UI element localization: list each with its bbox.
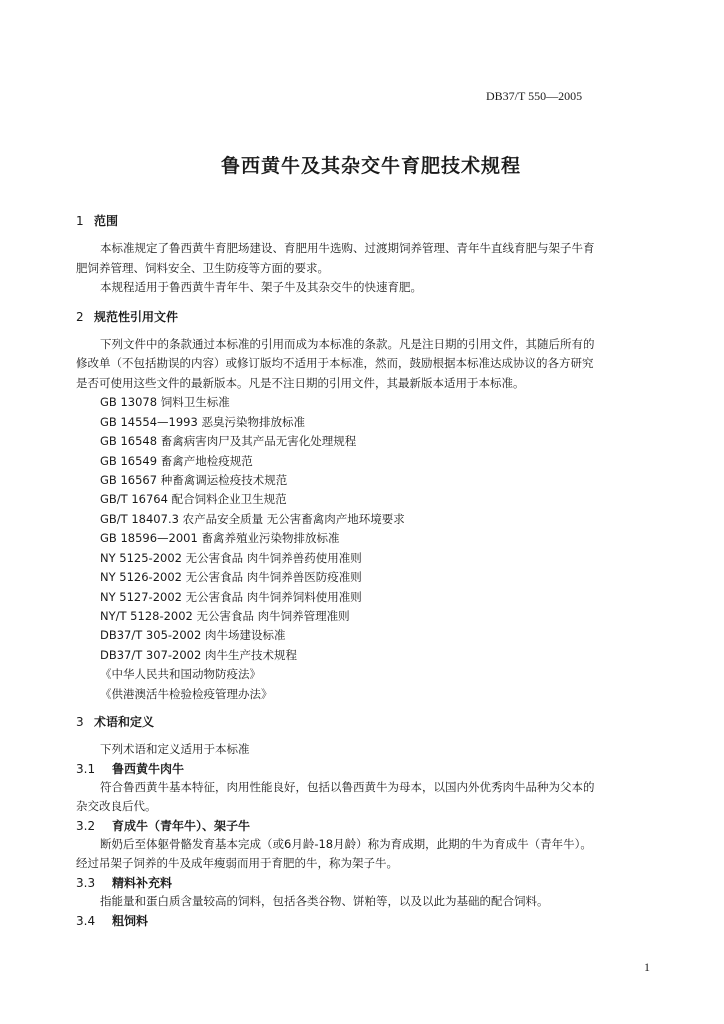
term-title: 精料补充料 (112, 876, 173, 890)
section-number: 3 (76, 715, 84, 729)
reference-item: DB37/T 307-2002 肉牛生产技术规程 (100, 648, 297, 662)
reference-item: GB 16549 畜禽产地检疫规范 (100, 454, 253, 468)
reference-item: 《中华人民共和国动物防疫法》 (100, 667, 261, 681)
section-1-heading (76, 212, 118, 229)
term-3-4-heading (76, 912, 148, 929)
term-number: 3.1 (76, 762, 96, 776)
paragraph-line: 断奶后至体躯骨骼发育基本完成（或6月龄-18月龄）称为育成期，此期的牛为育成牛（青年牛）。 (100, 837, 592, 851)
term-number: 3.2 (76, 819, 96, 833)
reference-item: DB37/T 305-2002 肉牛场建设标准 (100, 628, 286, 642)
reference-item: GB 13078 饲料卫生标准 (100, 395, 230, 409)
term-title: 鲁西黄牛肉牛 (112, 762, 185, 776)
paragraph-line: 杂交改良后代。 (76, 799, 157, 813)
paragraph-line: 是否可使用这些文件的最新版本。凡是不注日期的引用文件，其最新版本适用于本标准。 (76, 376, 525, 390)
paragraph-line: 经过吊架子饲养的牛及成年瘦弱而用于育肥的牛，称为架子牛。 (76, 856, 398, 870)
section-3-heading (76, 713, 154, 730)
term-title: 育成牛（青年牛）、架子牛 (112, 819, 251, 833)
section-title: 范围 (94, 214, 119, 228)
paragraph-line: 指能量和蛋白质含量较高的饲料，包括各类谷物、饼粕等，以及以此为基础的配合饲料。 (100, 894, 549, 908)
page-number: 1 (644, 960, 650, 974)
section-title: 规范性引用文件 (94, 310, 179, 324)
reference-item: GB 18596—2001 畜禽养殖业污染物排放标准 (100, 531, 340, 545)
paragraph-line: 修改单（不包括勘误的内容）或修订版均不适用于本标准，然而，鼓励根据本标准达成协议的各方研究 (76, 356, 594, 370)
paragraph-line: 符合鲁西黄牛基本特征，肉用性能良好，包括以鲁西黄牛为母本，以国内外优秀肉牛品种为父本的 (100, 780, 595, 794)
paragraph-line: 下列术语和定义适用于本标准 (100, 742, 250, 756)
reference-item: NY/T 5128-2002 无公害食品 肉牛饲养管理准则 (100, 609, 350, 623)
section-2-heading (76, 308, 178, 325)
paragraph-line: 本标准规定了鲁西黄牛育肥场建设、育肥用牛选购、过渡期饲养管理、青年牛直线育肥与架子牛育 (100, 241, 595, 255)
section-title: 术语和定义 (94, 715, 155, 729)
term-3-1-heading (76, 760, 184, 777)
reference-item: NY 5126-2002 无公害食品 肉牛饲养兽医防疫准则 (100, 570, 362, 584)
reference-item: GB/T 16764 配合饲料企业卫生规范 (100, 492, 287, 506)
paragraph-line: 本规程适用于鲁西黄牛青年牛、架子牛及其杂交牛的快速育肥。 (100, 280, 422, 294)
term-3-3-heading (76, 874, 172, 891)
reference-item: GB 16548 畜禽病害肉尸及其产品无害化处理规程 (100, 434, 357, 448)
reference-item: NY 5127-2002 无公害食品 肉牛饲养饲料使用准则 (100, 590, 362, 604)
section-number: 2 (76, 310, 84, 324)
paragraph-line: 肥饲养管理、饲料安全、卫生防疫等方面的要求。 (76, 261, 329, 275)
term-title: 粗饲料 (112, 914, 149, 928)
reference-item: GB 16567 种畜禽调运检疫技术规范 (100, 473, 288, 487)
reference-item: GB 14554—1993 恶臭污染物排放标准 (100, 415, 305, 429)
document-title: 鲁西黄牛及其杂交牛育肥技术规程 (221, 155, 522, 177)
document-id: DB37/T 550—2005 (486, 89, 583, 103)
term-number: 3.4 (76, 914, 96, 928)
reference-item: NY 5125-2002 无公害食品 肉牛饲养兽药使用准则 (100, 551, 362, 565)
paragraph-line: 下列文件中的条款通过本标准的引用而成为本标准的条款。凡是注日期的引用文件，其随后所有的 (100, 337, 595, 351)
term-number: 3.3 (76, 876, 96, 890)
term-3-2-heading (76, 817, 250, 834)
section-number: 1 (76, 214, 84, 228)
reference-item: GB/T 18407.3 农产品安全质量 无公害畜禽肉产地环境要求 (100, 512, 405, 526)
reference-item: 《供港澳活牛检验检疫管理办法》 (100, 687, 273, 701)
